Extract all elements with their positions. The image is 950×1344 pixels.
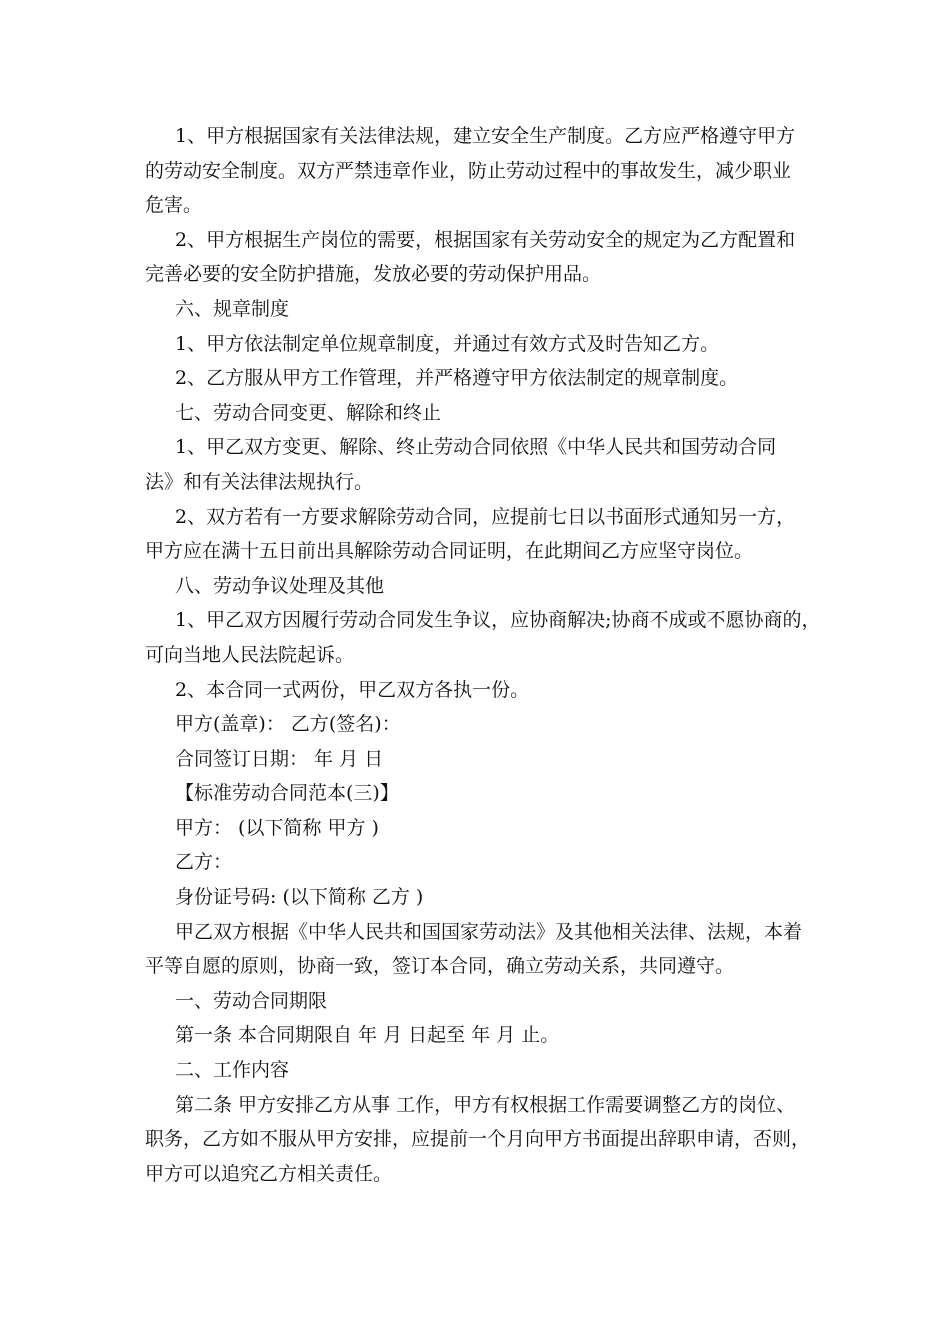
text-line: 身份证号码: (以下简称 乙方 )	[175, 886, 424, 909]
text-line: 二、工作内容	[175, 1059, 290, 1082]
text-line: 1、甲乙双方变更、解除、终止劳动合同依照《中华人民共和国劳动合同	[175, 436, 777, 459]
text-line: 第二条 甲方安排乙方从事 工作，甲方有权根据工作需要调整乙方的岗位、	[175, 1093, 796, 1116]
text-line: 2、甲方根据生产岗位的需要，根据国家有关劳动安全的规定为乙方配置和	[175, 228, 796, 251]
text-line: 危害。	[145, 194, 203, 217]
text-line: 2、本合同一式两份，甲乙双方各执一份。	[175, 678, 530, 701]
text-line: 2、乙方服从甲方工作管理，并严格遵守甲方依法制定的规章制度。	[175, 367, 739, 390]
text-line: 七、劳动合同变更、解除和终止	[175, 401, 442, 424]
text-line: 法》和有关法律法规执行。	[145, 470, 374, 493]
text-line: 甲方可以追究乙方相关责任。	[145, 1162, 393, 1185]
text-line: 乙方：	[175, 851, 233, 874]
text-line: 职务，乙方如不服从甲方安排，应提前一个月向甲方书面提出辞职申请，否则，	[145, 1128, 811, 1151]
text-line: 1、甲方根据国家有关法律法规，建立安全生产制度。乙方应严格遵守甲方	[175, 125, 796, 147]
text-line: 1、甲乙双方因履行劳动合同发生争议，应协商解决;协商不成或不愿协商的，	[175, 609, 821, 632]
text-line: 可向当地人民法院起诉。	[145, 643, 355, 666]
text-line: 一、劳动合同期限	[175, 989, 328, 1012]
text-line: 合同签订日期： 年 月 日	[175, 747, 384, 770]
text-line: 甲方应在满十五日前出具解除劳动合同证明，在此期间乙方应坚守岗位。	[145, 540, 754, 563]
text-line: 第一条 本合同期限自 年 月 日起至 年 月 止。	[175, 1024, 560, 1047]
text-line: 1、甲方依法制定单位规章制度，并通过有效方式及时告知乙方。	[175, 332, 720, 355]
text-line: 六、规章制度	[175, 297, 290, 320]
text-line: 完善必要的安全防护措施，发放必要的劳动保护用品。	[145, 263, 602, 286]
text-line: 甲方： (以下简称 甲方 )	[175, 816, 379, 839]
document-body	[145, 119, 825, 1191]
text-line: 八、劳动争议处理及其他	[175, 574, 385, 597]
text-line: 2、双方若有一方要求解除劳动合同，应提前七日以书面形式通知另一方，	[175, 505, 796, 528]
text-line: 的劳动安全制度。双方严禁违章作业，防止劳动过程中的事故发生，减少职业	[145, 159, 792, 182]
text-line: 甲方(盖章)： 乙方(签名)：	[175, 713, 401, 736]
text-line: 甲乙双方根据《中华人民共和国国家劳动法》及其他相关法律、法规，本着	[175, 920, 803, 943]
text-line: 【标准劳动合同范本(三)】	[175, 782, 399, 805]
text-line: 平等自愿的原则，协商一致，签订本合同，确立劳动关系，共同遵守。	[145, 955, 735, 978]
